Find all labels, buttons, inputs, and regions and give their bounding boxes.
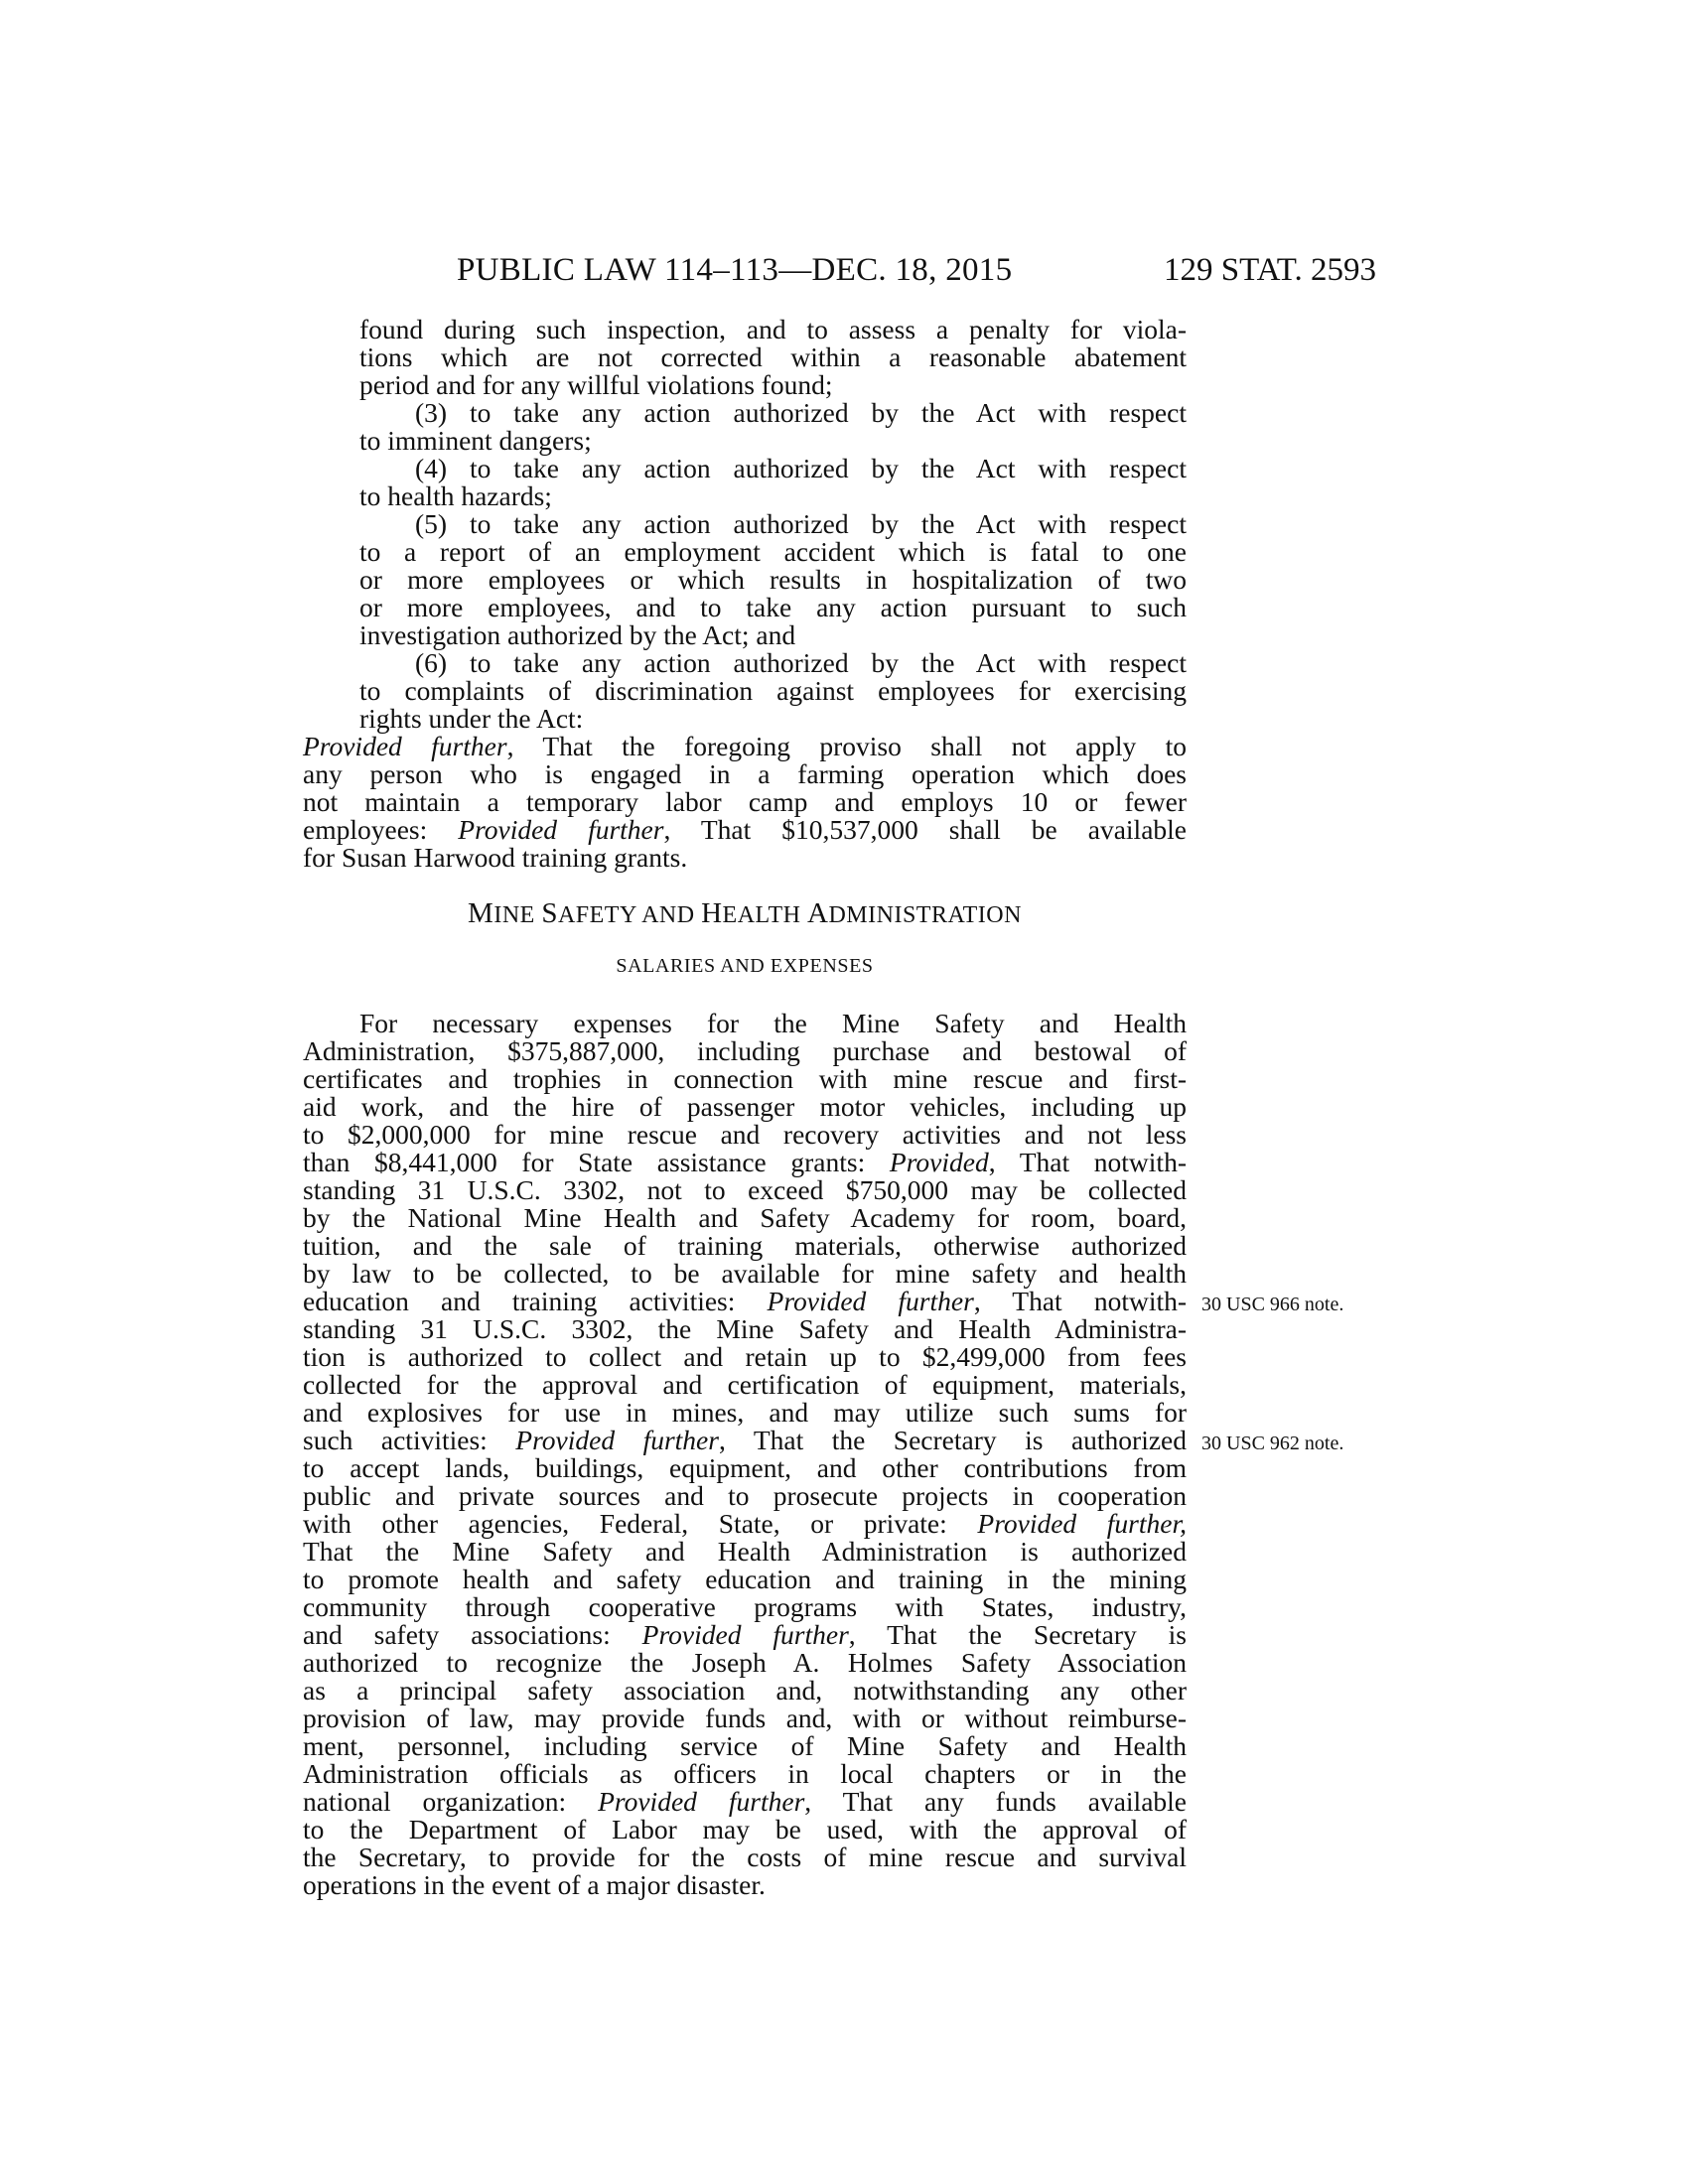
text-line: operations in the event of a major disaster. — [303, 1869, 766, 1900]
running-header-title: PUBLIC LAW 114–113—DEC. 18, 2015 — [457, 252, 1013, 288]
text-line: and explosives for use in mines, and may utilize such sums for — [303, 1397, 1187, 1428]
text-line: and safety associations: Provided further, That the Secretary is — [303, 1619, 1187, 1650]
text-line: (4) to take any action authorized by the Act with respect — [415, 453, 1187, 483]
text-line: such activities: Provided further, That the Secretary is authorized — [303, 1425, 1188, 1455]
text-line: authorized to recognize the Joseph A. Holmes Safety Association — [303, 1647, 1187, 1678]
proviso-line: any person who is engaged in a farming operation which does — [303, 758, 1187, 789]
text-line: or more employees, and to take any action pursuant to such — [359, 592, 1187, 622]
text-line: standing 31 U.S.C. 3302, not to exceed $750,000 may be collected — [303, 1174, 1187, 1205]
text-line: ment, personnel, including service of Mine Safety and Health — [303, 1730, 1187, 1761]
text-line: or more employees or which results in hospitalization of two — [359, 564, 1187, 595]
text-line: found during such inspection, and to assess a penalty for viola- — [359, 314, 1187, 344]
page-stat-number: 129 STAT. 2593 — [1163, 252, 1376, 288]
text-line: education and training activities: Provided further, That notwith- — [303, 1286, 1188, 1316]
proviso-line: Provided further, That the foregoing proviso shall not apply to — [303, 731, 1187, 761]
text-line: certificates and trophies in connection with mine rescue and first- — [303, 1063, 1187, 1094]
text-line: investigation authorized by the Act; and — [359, 619, 796, 650]
proviso-line: employees: Provided further, That $10,537,000 shall be available — [303, 814, 1187, 845]
text-line: with other agencies, Federal, State, or private: Provided further, — [303, 1508, 1188, 1539]
text-line: aid work, and the hire of passenger motor vehicles, including up — [303, 1091, 1187, 1122]
text-line: to accept lands, buildings, equipment, and other contributions from — [303, 1452, 1187, 1483]
text-line: by the National Mine Health and Safety Academy for room, board, — [303, 1202, 1187, 1233]
agency-heading: MINE SAFETY AND HEALTH ADMINISTRATION — [468, 897, 1022, 929]
text-line: than $8,441,000 for State assistance grants: Provided, That notwith- — [303, 1147, 1187, 1177]
text-line: period and for any willful violations found; — [359, 369, 833, 400]
text-line: standing 31 U.S.C. 3302, the Mine Safety and Health Administra- — [303, 1313, 1187, 1344]
text-line: the Secretary, to provide for the costs of mine rescue and survival — [303, 1842, 1187, 1872]
text-line: provision of law, may provide funds and, with or without reimburse- — [303, 1703, 1187, 1733]
text-line: (5) to take any action authorized by the Act with respect — [415, 508, 1187, 539]
text-line: tuition, and the sale of training materials, otherwise authorized — [303, 1230, 1187, 1261]
text-line: tion is authorized to collect and retain up to $2,499,000 from fees — [303, 1341, 1187, 1372]
proviso-line: for Susan Harwood training grants. — [303, 842, 688, 873]
text-line: For necessary expenses for the Mine Safety and Health — [359, 1008, 1187, 1038]
proviso-line: not maintain a temporary labor camp and employs 10 or fewer — [303, 786, 1187, 817]
text-line: tions which are not corrected within a reasonable abatement — [359, 341, 1187, 372]
margin-note: 30 USC 962 note. — [1201, 1433, 1344, 1454]
text-line: public and private sources and to prosecute projects in cooperation — [303, 1480, 1187, 1511]
margin-note: 30 USC 966 note. — [1201, 1294, 1344, 1315]
text-line: Administration officials as officers in local chapters or in the — [303, 1758, 1187, 1789]
text-line: community through cooperative programs with States, industry, — [303, 1591, 1187, 1622]
text-line: to health hazards; — [359, 480, 552, 511]
text-line: by law to be collected, to be available for mine safety and health — [303, 1258, 1187, 1289]
text-line: Administration, $375,887,000, including purchase and bestowal of — [303, 1035, 1187, 1066]
text-line: national organization: Provided further, That any funds available — [303, 1786, 1187, 1817]
text-line: to the Department of Labor may be used, with the approval of — [303, 1814, 1187, 1844]
text-line: as a principal safety association and, notwithstanding any other — [303, 1675, 1187, 1706]
text-line: to a report of an employment accident which is fatal to one — [359, 536, 1187, 567]
text-line: to promote health and safety education and training in the mining — [303, 1564, 1187, 1594]
text-line: rights under the Act: — [359, 703, 584, 734]
text-line: to $2,000,000 for mine rescue and recovery activities and not less — [303, 1119, 1187, 1150]
text-line: (6) to take any action authorized by the Act with respect — [415, 647, 1187, 678]
text-line: to complaints of discrimination against employees for exercising — [359, 675, 1187, 706]
text-line: collected for the approval and certification of equipment, materials, — [303, 1369, 1187, 1400]
account-subheading: SALARIES AND EXPENSES — [616, 955, 874, 977]
text-line: That the Mine Safety and Health Administration is authorized — [303, 1536, 1187, 1567]
text-line: (3) to take any action authorized by the Act with respect — [415, 397, 1187, 428]
text-line: to imminent dangers; — [359, 425, 592, 456]
